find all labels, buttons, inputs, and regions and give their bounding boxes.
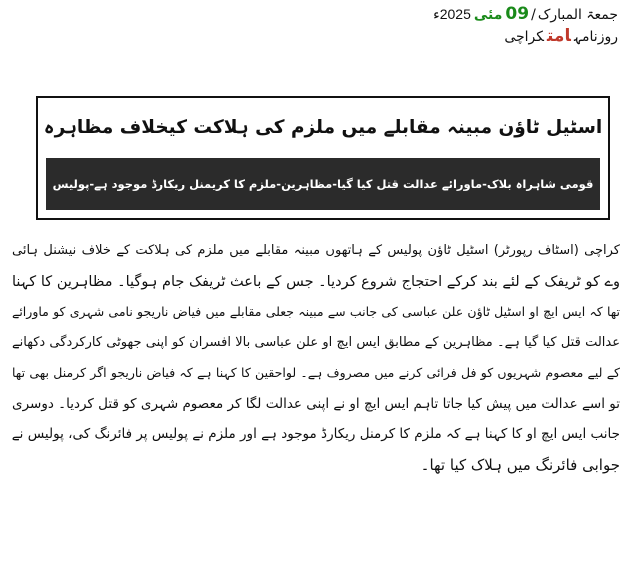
body-line: وے کو ٹریفک کے لئے بند کرکے احتجاج شروع کردیا۔ جس کے باعث ٹریفک جام ہوگیا۔ مظاہرین کا کہنا (12, 273, 620, 290)
headline: اسٹیل ٹاؤن مبینہ مقابلے میں ملزم کی ہلاکت کیخلاف مظاہرہ (43, 117, 603, 138)
body-line: تھا کہ ایس ایچ او اسٹیل ٹاؤن علن عباسی کی جانب سے مبینہ جعلی مقابلے میں فیاض ناریجو نامی شہری کو ماورائے (12, 304, 620, 319)
newspaper-line (398, 25, 618, 48)
body-line: تو اسے عدالت میں پیش کیا جاتا تاہم ایس ایچ او نے اپنی عدالت لگا کر معصوم شہری کو قتل کردیا۔ دوسری (12, 395, 620, 412)
body-line: جوابی فائرنگ میں ہلاک کیا تھا۔ (420, 455, 620, 474)
headline-box (36, 96, 610, 220)
article-body (12, 236, 620, 480)
masthead (398, 4, 618, 48)
date-number: 09 (505, 4, 530, 24)
newspaper-name: امت (546, 26, 571, 46)
date-year: 2025ء (433, 6, 471, 22)
newspaper-prefix: روزنامہ (573, 29, 618, 45)
body-line: جانب ایس ایچ او کا کہنا ہے کہ ملزم کا کرمنل ریکارڈ موجود ہے اور ملزم نے پولیس پر فائرنگ کی، پولیس نے (12, 426, 620, 442)
body-line: عدالت قتل کیا گیا ہے۔ مظاہرین کے مطابق ایس ایچ او علن عباسی بالا افسران کو اپنی جھوٹی کارکردگی دکھانے (12, 334, 620, 350)
date-month: مئی (473, 7, 503, 23)
body-line: کے لیے معصوم شہریوں کو فل فرائی کرنے میں مصروف ہے۔ لواحقین کا کہنا ہے کہ فیاض ناریجو اگر کرمنل بھی تھا (12, 365, 620, 380)
subheadline-bar: قومی شاہراہ بلاک-ماورائے عدالت قتل کیا گیا-مظاہرین-ملزم کا کریمنل ریکارڈ موجود ہے-پولیس (46, 158, 600, 210)
newspaper-city: کراچی (504, 29, 544, 45)
day-name: جمعۃ المبارک (537, 7, 618, 23)
date-line (398, 4, 618, 25)
date-separator: / (531, 7, 536, 23)
body-line: کراچی (اسٹاف رپورٹر) اسٹیل ٹاؤن پولیس کے ہاتھوں مبینہ مقابلے میں ملزم کی ہلاکت کے خلاف نیشنل ہائی (12, 243, 620, 258)
